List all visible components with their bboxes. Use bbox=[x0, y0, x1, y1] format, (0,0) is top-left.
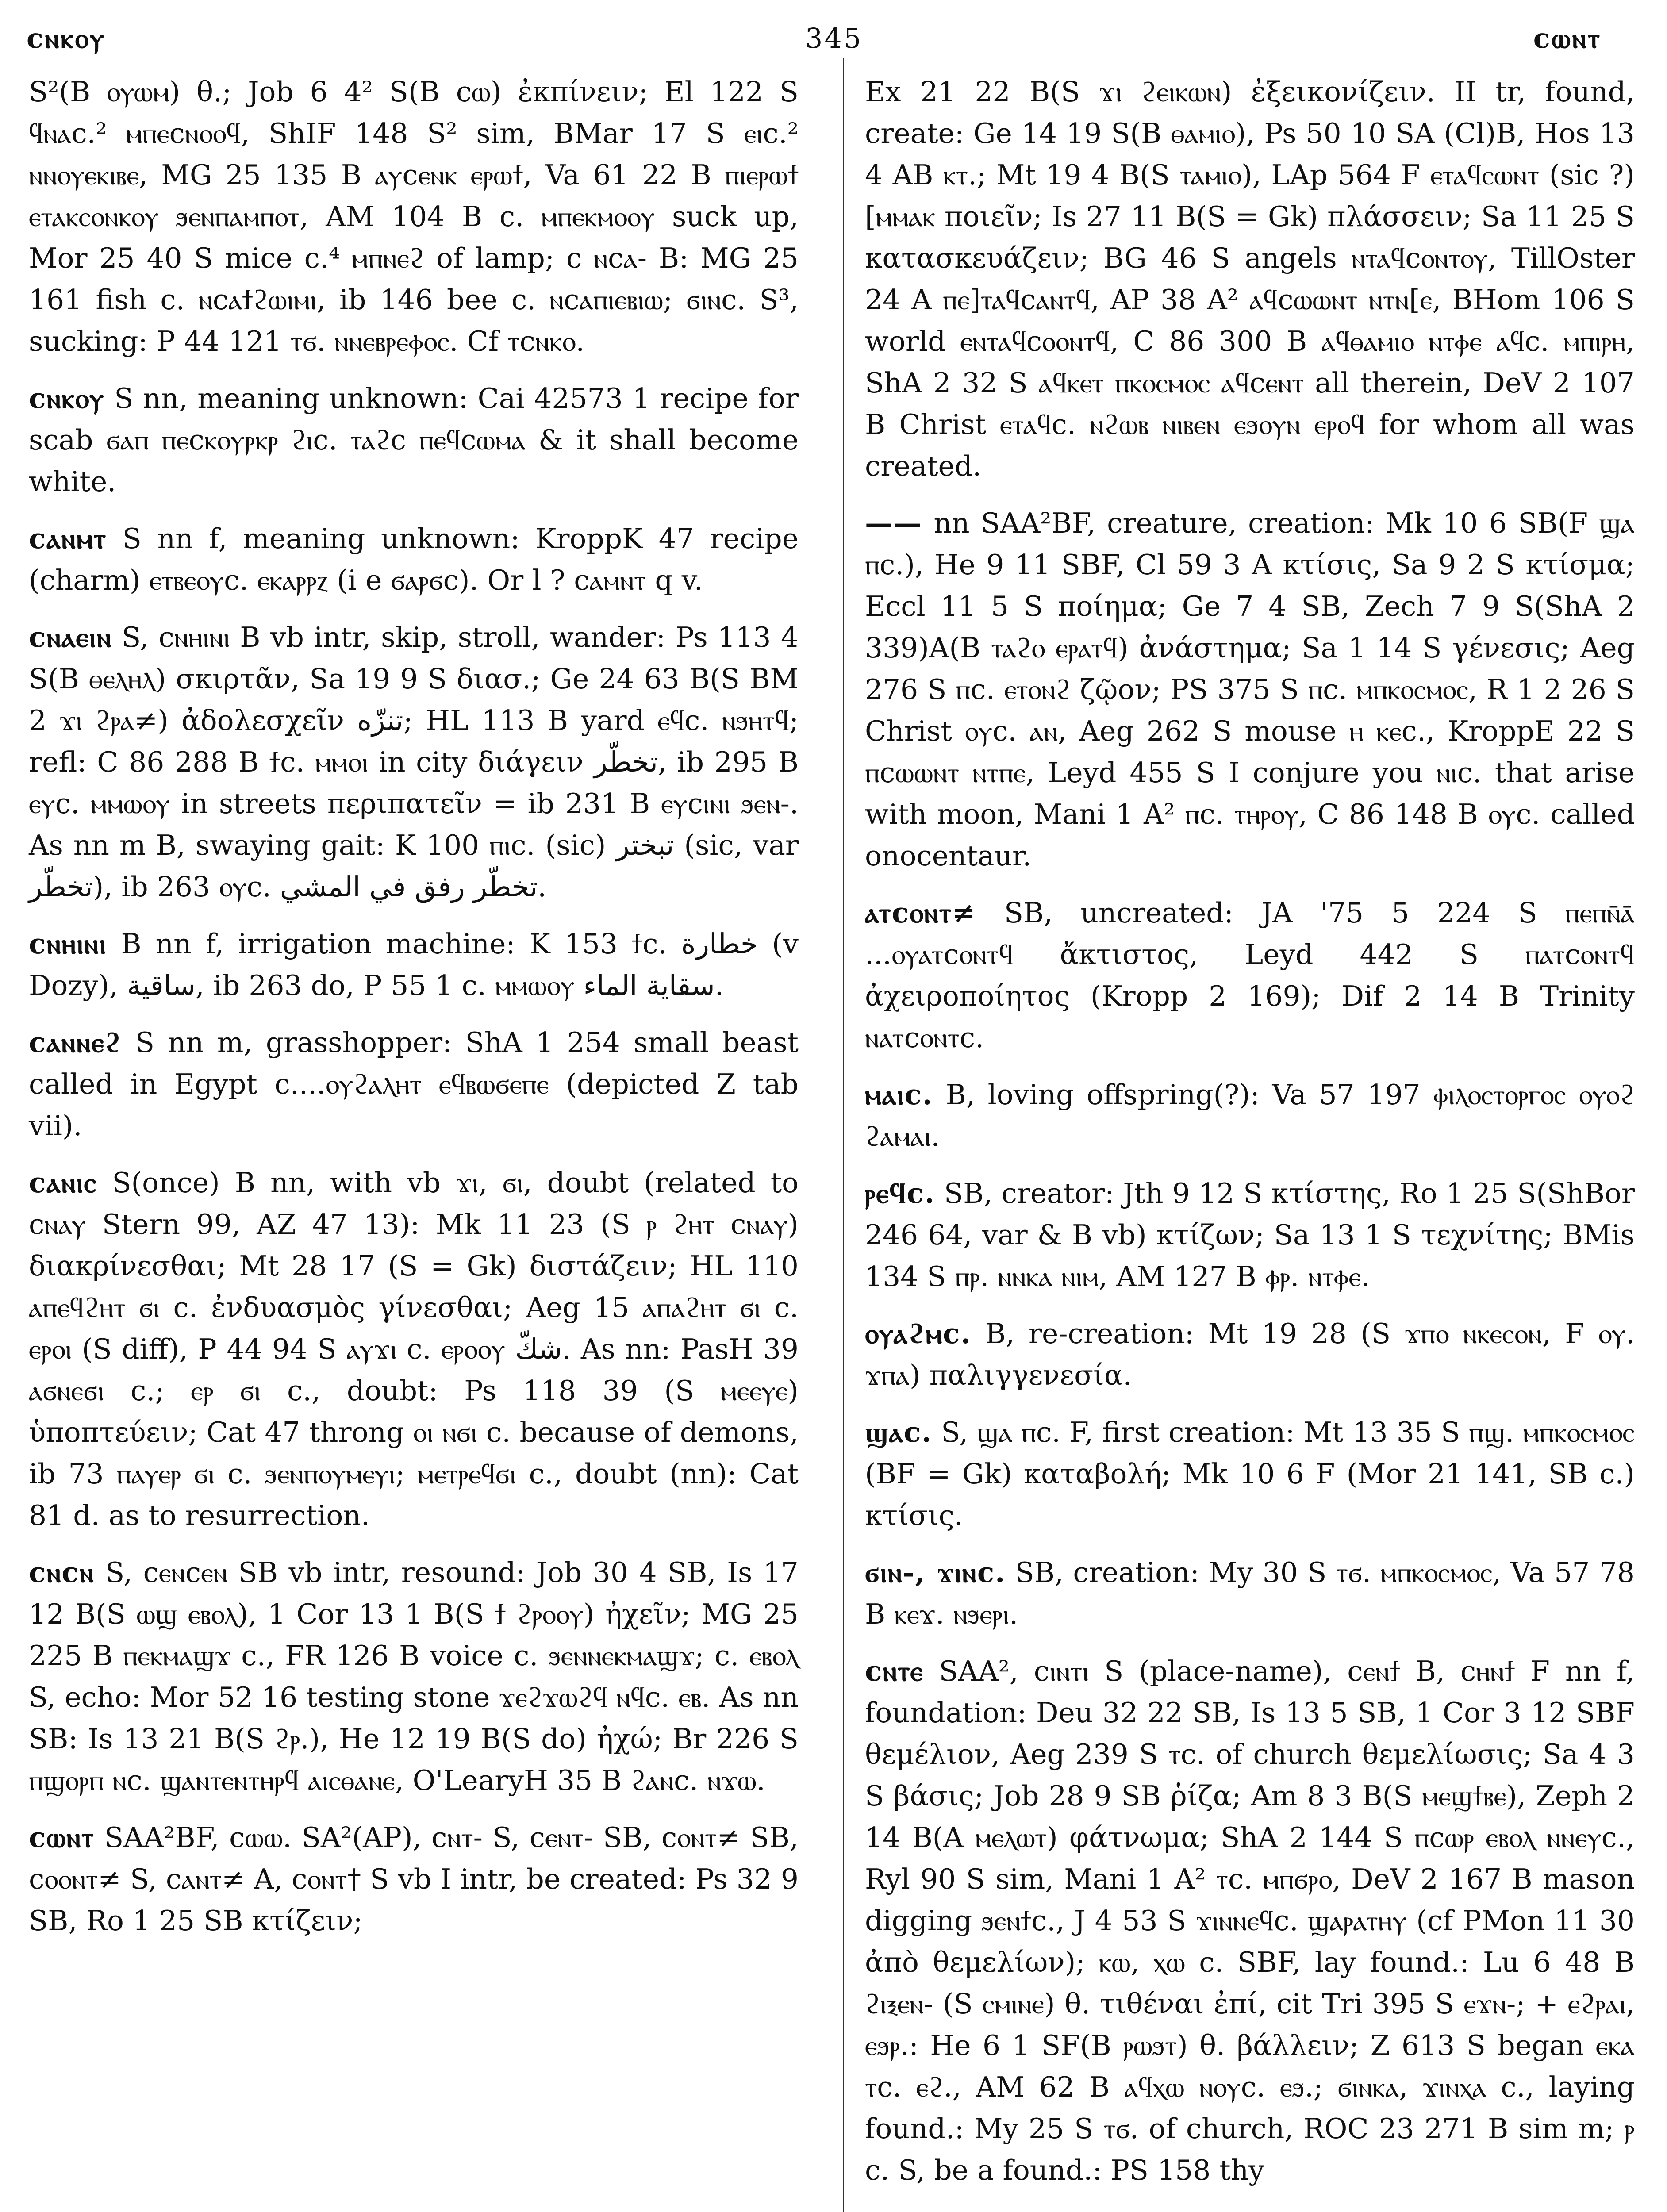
entry-text: S nn, meaning unknown: Cai 42573 1 recipe for scab ϭⲁⲡ ⲡⲉϲⲕⲟⲩⲣⲕⲣ ϩⲓϲ. ⲧⲁϩϲ ⲡⲉϥϲⲱⲙⲁ & it shall become white. bbox=[29, 382, 799, 498]
entry-text: SAA², ϲⲓⲛⲧⲓ S (place-name), ϲⲉⲛϯ B, ϲⲏⲛϯ F nn f, foundation: Deu 32 22 SB, Is 13 5 SB, 1 Cor 3 12 SBF θεμέλιον, Aeg 239 S ⲧϲ. of church θεμελίωσις; Sa 4 3 S βάσις; Job 28 9 SB ῥίζα; Am 8 3 B(S ⲙⲉϣϯⲃⲉ), Zeph 2 14 B(A ⲙⲉⲗⲱⲧ) φάτνωμα; ShA 2 144 S ⲡϲⲱⲣ ⲉⲃⲟⲗ ⲛⲛⲉⲩϲ., Ryl 90 S sim, Mani 1 A² ⲧϲ. ⲙⲡϭⲣⲟ, DeV 2 167 B mason digging ϧⲉⲛϯϲ., J 4 53 S ϫⲓⲛⲛⲉϥϲ. ϣⲁⲣⲁⲧⲏⲩ (cf PMon 11 30 ἀπὸ θεμελίων); ⲕⲱ, ⲭⲱ ϲ. SBF, lay found.: Lu 6 48 B ϩⲓⲝⲉⲛ- (S ⲥⲙⲓⲛⲉ) θ. τιθέναι ἐπί, cit Tri 395 S ⲉϫⲛ-; + ⲉϩⲣⲁⲓ, ⲉϧⲣ.: He 6 1 SF(B ⲣⲱϧⲧ) θ. βάλλειν; Z 613 S began ⲉⲕⲁ ⲧϲ. ⲉϩ., AM 62 B ⲁϥⲭⲱ ⲛⲟⲩϲ. ⲉϧ.; ϭⲓⲛⲕⲁ, ϫⲓⲛⲭⲁ ϲ., laying found.: My 25 S ⲧϭ. of church, ROC 23 271 B sim m; ⲣ ϲ. S, be a found.: PS 158 thy bbox=[865, 1655, 1635, 2186]
entry-headword: ϣⲁϲ. bbox=[865, 1416, 933, 1448]
entry-headword: ϲⲛⲕⲟⲩ bbox=[29, 382, 105, 415]
dictionary-entry bbox=[865, 1650, 1635, 2191]
entry-headword: —— bbox=[865, 507, 922, 539]
dictionary-entry bbox=[29, 518, 799, 601]
column-divider bbox=[843, 58, 844, 2212]
entry-headword: ϲⲛϲⲛ bbox=[29, 1556, 95, 1589]
entry-text: SB, uncreated: JA '75 5 224 S ⲡⲉⲡⲛ̄ⲁ̄ ...ⲟⲩⲁⲧϲⲟⲛⲧϥ ἄκτιστος, Leyd 442 S ⲡⲁⲧϲⲟⲛⲧϥ ἀχειροποίητος (Kropp 2 169); Dif 2 14 B Trinity ⲛⲁⲧϲⲟⲛⲧϲ. bbox=[865, 897, 1635, 1054]
page-header bbox=[27, 18, 1641, 71]
dictionary-entry bbox=[29, 1162, 799, 1536]
dictionary-entry bbox=[29, 923, 799, 1006]
entry-headword: ϲⲛⲁⲉⲓⲛ bbox=[29, 621, 112, 653]
entry-headword: ⲁⲧϲⲟⲛⲧ≠ bbox=[865, 896, 976, 929]
dictionary-entry bbox=[29, 71, 799, 362]
entry-text: Ex 21 22 B(S ϫⲓ ϩⲉⲓⲕⲱⲛ) ἐξεικονίζειν. II tr, found, create: Ge 14 19 S(B ⲑⲁⲙⲓⲟ), Ps 50 10 SA (Cl)B, Hos 13 4 AB ⲕⲧ.; Mt 19 4 B(S ⲧⲁⲙⲓⲟ), LAp 564 F ⲉⲧⲁϥⲥⲱⲛⲧ (sic ?) [ⲙⲙⲁⲕ ποιεῖν; Is 27 11 B(S = Gk) πλάσσειν; Sa 11 25 S κατασκευάζειν; BG 46 S angels ⲛⲧⲁϥϲⲟⲛⲧⲟⲩ, TillOster 24 A ⲡⲉ]ⲧⲁϥϲⲁⲛⲧϥ, AP 38 A² ⲁϥϲⲱⲱⲛⲧ ⲛⲧⲛ[ⲉ, BHom 106 S world ⲉⲛⲧⲁϥϲⲟⲟⲛⲧϥ, C 86 300 B ⲁϥⲑⲁⲙⲓⲟ ⲛⲧⲫⲉ ⲁϥϲ. ⲙⲡⲓⲣⲏ, ShA 2 32 S ⲁϥⲕⲉⲧ ⲡⲕⲟⲥⲙⲟⲥ ⲁϥϲⲉⲛⲧ all therein, DeV 2 107 B Christ ⲉⲧⲁϥϲ. ⲛϩⲱⲃ ⲛⲓⲃⲉⲛ ⲉϧⲟⲩⲛ ⲉⲣⲟϥ for whom all was created. bbox=[865, 76, 1635, 482]
entry-headword: ϲⲛⲏⲓⲛⲓ bbox=[29, 927, 107, 960]
dictionary-entry bbox=[29, 616, 799, 908]
entry-text: S nn f, meaning unknown: KroppK 47 recipe (charm) ⲉⲧⲃⲉⲟⲩϲ. ⲉⲕⲁⲣⲣⲍ (i e ϭⲁⲣϭϲ). Or l ? ϲⲁⲙⲛⲧ q v. bbox=[29, 522, 799, 596]
entry-text: B, loving offspring(?): Va 57 197 ⲫⲓⲗⲟⲥⲧⲟⲣⲅⲟⲥ ⲟⲩⲟϩ ϩⲁⲙⲁⲓ. bbox=[865, 1079, 1635, 1152]
entry-headword: ⲣⲉϥϲ. bbox=[865, 1177, 935, 1210]
dictionary-entry bbox=[29, 1022, 799, 1147]
entry-text: S, ϲⲛⲏⲓⲛⲓ B vb intr, skip, stroll, wander: Ps 113 4 S(B ⲑⲉⲗⲏⲗ) σκιρτᾶν, Sa 19 9 S διασ.; Ge 24 63 B(S BM 2 ϫⲓ ϩⲣⲁ≠) ἀδολεσχεῖν تنزّه; HL 113 B yard ⲉϥϲ. ⲛϧⲏⲧϥ; refl: C 86 288 B ϯϲ. ⲙⲙⲟⲓ in city διάγειν تخطّر, ib 295 B ⲉⲩϲ. ⲙⲙⲱⲟⲩ in streets περιπατεῖν = ib 231 B ⲉⲩϲⲓⲛⲓ ϧⲉⲛ-. As nn m B, swaying gait: K 100 ⲡⲓϲ. (sic) تبختر (sic, var تخطّر), ib 263 ⲟⲩϲ. تخطّر رفق في المشي. bbox=[29, 621, 799, 903]
entry-text: SB, creation: My 30 S ⲧϭ. ⲙⲡⲕⲟⲥⲙⲟⲥ, Va 57 78 B ⲕⲉϫ. ⲛϧⲉⲣⲓ. bbox=[865, 1556, 1635, 1630]
entry-headword: ϲⲱⲛⲧ bbox=[29, 1821, 95, 1854]
dictionary-entry bbox=[865, 1411, 1635, 1536]
dictionary-entry bbox=[865, 1074, 1635, 1157]
entry-text: S nn m, grasshopper: ShA 1 254 small beast called in Egypt ϲ....ⲟⲩϩⲁⲗⲏⲧ ⲉϥⲃⲱϭⲉⲡⲉ (depicted Z tab vii). bbox=[29, 1026, 799, 1142]
entry-headword: ⲟⲩⲁϩⲙϲ. bbox=[865, 1317, 972, 1350]
dictionary-entry bbox=[29, 377, 799, 503]
dictionary-entry bbox=[29, 1816, 799, 1942]
dictionary-entry bbox=[865, 892, 1635, 1059]
entry-text: nn SAA²BF, creature, creation: Mk 10 6 SB(F ϣⲁ ⲡϲ.), He 9 11 SBF, Cl 59 3 A κτίσις, Sa 9 2 S κτίσμα; Eccl 11 5 S ποίημα; Ge 7 4 SB, Zech 7 9 S(ShA 2 339)A(B ⲧⲁϩⲟ ⲉⲣⲁⲧϥ) ἀνάστημα; Sa 1 14 S γένεσις; Aeg 276 S ⲡϲ. ⲉⲧⲟⲛϩ ζῷον; PS 375 S ⲡϲ. ⲙⲡⲕⲟⲥⲙⲟⲥ, R 1 2 26 S Christ ⲟⲩϲ. ⲁⲛ, Aeg 262 S mouse ⲏ ⲕⲉϲ., KroppE 22 S ⲡϲⲱⲱⲛⲧ ⲛⲧⲡⲉ, Leyd 455 S I conjure you ⲛⲓϲ. that arise with moon, Mani 1 A² ⲡϲ. ⲧⲏⲣⲟⲩ, C 86 148 B ⲟⲩϲ. called onocentaur. bbox=[865, 507, 1635, 872]
entry-text: B nn f, irrigation machine: K 153 ϯϲ. خطارة (v Dozy), ساقية, ib 263 do, P 55 1 ϲ. ⲙⲙⲱⲟⲩ سقاية الماء. bbox=[29, 928, 799, 1002]
entry-headword: ϲⲛⲧⲉ bbox=[865, 1655, 924, 1687]
entry-text: S(once) B nn, with vb ϫⲓ, ϭⲓ, doubt (related to ϲⲛⲁⲩ Stern 99, AZ 47 13): Mk 11 23 (S ⲣ ϩⲏⲧ ϲⲛⲁⲩ) διακρίνεσθαι; Mt 28 17 (S = Gk) διστάζειν; HL 110 ⲁⲡⲉϥϩⲏⲧ ϭⲓ ϲ. ἐνδυασμὸς γίνεσθαι; Aeg 15 ⲁⲡⲁϩⲏⲧ ϭⲓ ϲ. ⲉⲣⲟⲓ (S diff), P 44 94 S ⲁⲩϫⲓ ϲ. ⲉⲣⲟⲟⲩ شكّ. As nn: PasH 39 ⲁϭⲛⲉϭⲓ ϲ.; ⲉⲣ ϭⲓ ϲ., doubt: Ps 118 39 (S ⲙⲉⲉⲩⲉ) ὑποπτεύειν; Cat 47 throng ⲟⲓ ⲛϭⲓ ϲ. because of demons, ib 73 ⲡⲁⲩⲉⲣ ϭⲓ ϲ. ϧⲉⲛⲡⲟⲩⲙⲉⲩⲓ; ⲙⲉⲧⲣⲉϥϭⲓ ϲ., doubt (nn): Cat 81 d. as to resurrection. bbox=[29, 1167, 799, 1532]
dictionary-entry bbox=[29, 1551, 799, 1801]
dictionary-entry bbox=[865, 1551, 1635, 1635]
entry-text: SAA²BF, ϲⲱⲱ. SA²(AP), ϲⲛⲧ- S, ϲⲉⲛⲧ- SB, ϲⲟⲛⲧ≠ SB, ϲⲟⲟⲛⲧ≠ S, ϲⲁⲛⲧ≠ A, ϲⲟⲛⲧ† S vb I intr, be created: Ps 32 9 SB, Ro 1 25 SB κτίζειν; bbox=[29, 1821, 799, 1937]
entry-text: S, ϲⲉⲛϲⲉⲛ SB vb intr, resound: Job 30 4 SB, Is 17 12 B(S ⲱϣ ⲉⲃⲟⲗ), 1 Cor 13 1 B(S ϯ ϩⲣⲟⲟⲩ) ἠχεῖν; MG 25 225 B ⲡⲉⲕⲙⲁϣϫ ϲ., FR 126 B voice ϲ. ϧⲉⲛⲛⲉⲕⲙⲁϣϫ; ϲ. ⲉⲃⲟⲗ S, echo: Mor 52 16 testing stone ϫⲉϩϫⲱϩϥ ⲛϥϲ. ⲉⲃ. As nn SB: Is 13 21 B(S ϩⲣ.), He 12 19 B(S do) ἠχώ; Br 226 S ⲡϣⲟⲣⲡ ⲛϲ. ϣⲁⲛⲧⲉⲛⲧⲏⲣϥ ⲁⲓⲥⲑⲁⲛⲉ, O'LearyH 35 B ϩⲁⲛϲ. ⲛϫⲱ. bbox=[29, 1556, 799, 1797]
dictionary-entry bbox=[865, 1313, 1635, 1396]
entry-text: B, re-creation: Mt 19 28 (S ϫⲡⲟ ⲛⲕⲉⲥⲟⲛ, F ⲟⲩ. ϫⲡⲁ) παλιγγενεσία. bbox=[865, 1317, 1635, 1391]
page-number: 345 bbox=[805, 22, 863, 54]
entry-headword: ⲙⲁⲓϲ. bbox=[865, 1078, 933, 1111]
left-column bbox=[29, 71, 799, 1957]
entry-headword: ϲⲁⲛⲛⲉϩ bbox=[29, 1026, 122, 1059]
dictionary-entry bbox=[865, 71, 1635, 487]
left-running-head: ϲⲛⲕⲟⲩ bbox=[27, 22, 106, 54]
entry-headword: ϭⲓⲛ-, ϫⲓⲛϲ. bbox=[865, 1556, 1006, 1589]
entry-text: S, ϣⲁ ⲡϲ. F, first creation: Mt 13 35 S ⲡϣ. ⲙⲡⲕⲟⲥⲙⲟⲥ (BF = Gk) καταβολή; Mk 10 6 F (Mor 21 141, SB ϲ.) κτίσις. bbox=[865, 1416, 1635, 1532]
dictionary-entry bbox=[865, 1172, 1635, 1298]
entry-headword: ϲⲁⲛⲙⲧ bbox=[29, 522, 107, 555]
entry-text: SB, creator: Jth 9 12 S κτίστης, Ro 1 25 S(ShBor 246 64, var & B vb) κτίζων; Sa 13 1 S τεχνίτης; BMis 134 S ⲡⲣ. ⲛⲛⲕⲁ ⲛⲓⲙ, AM 127 B ⲫⲣ. ⲛⲧⲫⲉ. bbox=[865, 1177, 1635, 1293]
right-running-head: ϲⲱⲛⲧ bbox=[1533, 22, 1602, 54]
entry-headword: ϲⲁⲛⲓⲥ bbox=[29, 1166, 97, 1199]
entry-text: S²(B ⲟⲩⲱⲙ) θ.; Job 6 4² S(B ϲⲱ) ἐκπίνειν; El 122 S ϥⲛⲁϲ.² ⲙⲡⲉϲⲛⲟⲟϥ, ShIF 148 S² sim, BMar 17 S ⲉⲓϲ.² ⲛⲛⲟⲩⲉⲕⲓⲃⲉ, MG 25 135 B ⲁⲩϲⲉⲛⲕ ⲉⲣⲱϯ, Va 61 22 B ⲡⲓⲉⲣⲱϯ ⲉⲧⲁⲕⲥⲟⲛⲕⲟⲩ ϧⲉⲛⲡⲁⲙⲡⲟⲧ, AM 104 B ϲ. ⲙⲡⲉⲕⲙⲟⲟⲩ suck up, Mor 25 40 S mice ϲ.⁴ ⲙⲡⲛⲉϩ of lamp; ϲ ⲛϲⲁ- B: MG 25 161 fish ϲ. ⲛϲⲁϯϩⲱⲓⲙⲓ, ib 146 bee ϲ. ⲛϲⲁⲡⲓⲉⲃⲓⲱ; ϭⲓⲛϲ. S³, sucking: P 44 121 ⲧϭ. ⲛⲛⲉⲃⲣⲉⲫⲟⲥ. Cf ⲧϲⲛⲕⲟ. bbox=[29, 76, 799, 357]
right-column bbox=[865, 71, 1635, 2206]
dictionary-entry bbox=[865, 502, 1635, 877]
